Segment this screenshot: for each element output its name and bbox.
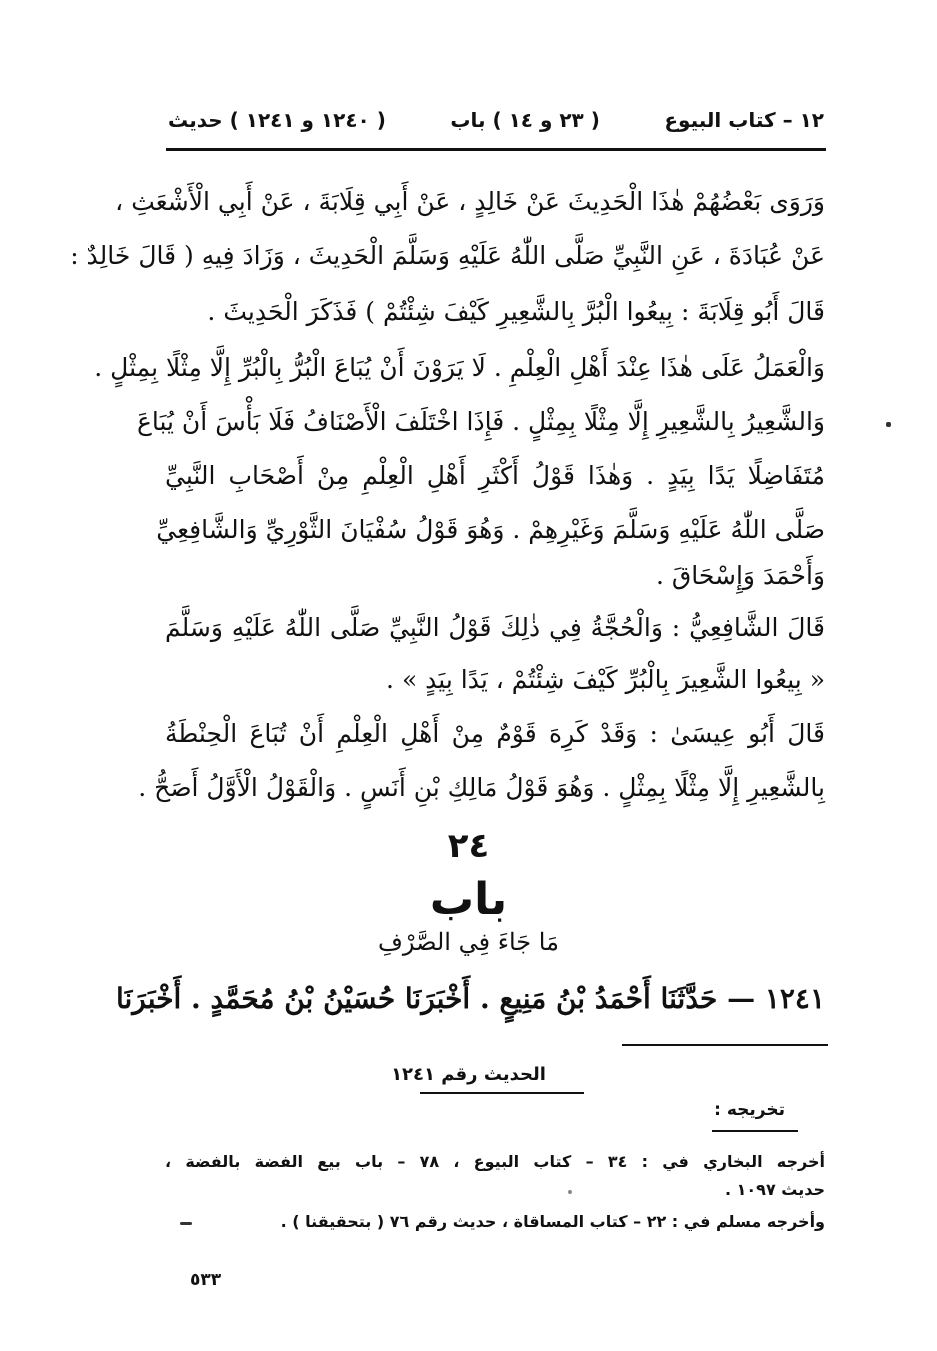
running-head	[168, 100, 824, 140]
chapter-title: مَا جَاءَ فِي الصَّرْفِ	[378, 928, 559, 956]
notes-heading: الحديث رقم ١٢٤١	[391, 1064, 546, 1085]
scan-speck	[886, 422, 891, 427]
body-line-9: قَالَ الشَّافِعِيُّ : وَالْحُجَّةُ فِي ذٰلِكَ قَوْلُ النَّبِيِّ صَلَّى اللّٰهُ عَلَيْهِ وَسَلَّمَ	[165, 613, 825, 642]
header-book-part: ١٢ – كتاب البيوع	[664, 108, 824, 132]
body-line-6: مُتَفَاضِلًا يَدًا بِيَدٍ . وَهٰذَا قَوْلُ أَكْثَرِ أَهْلِ الْعِلْمِ مِنْ أَصْحَابِ النَّبِيِّ	[165, 461, 825, 490]
notes-heading-underline	[420, 1092, 584, 1094]
note-line-2: حديث ١٠٩٧ .	[724, 1180, 825, 1199]
takhrij-label: تخريجه :	[714, 1100, 785, 1120]
scan-speck	[568, 1190, 572, 1194]
body-line-1: وَرَوَى بَعْضُهُمْ هٰذَا الْحَدِيثَ عَنْ خَالِدٍ ، عَنْ أَبِي قِلَابَةَ ، عَنْ أَبِي الْأَشْعَثِ ،	[115, 187, 825, 216]
body-line-10: « بِيعُوا الشَّعِيرَ بِالْبُرِّ كَيْفَ شِئْتُمْ ، يَدًا بِيَدٍ » .	[386, 665, 825, 694]
body-line-4: وَالْعَمَلُ عَلَى هٰذَا عِنْدَ أَهْلِ الْعِلْمِ . لَا يَرَوْنَ أَنْ يُبَاعَ الْبُرُّ بِالْبُرِّ إِلَّا مِثْلًا بِمِثْلٍ .	[94, 353, 825, 382]
body-line-11: قَالَ أَبُو عِيسَىٰ : وَقَدْ كَرِهَ قَوْمٌ مِنْ أَهْلِ الْعِلْمِ أَنْ تُبَاعَ الْحِنْطَةُ	[165, 719, 825, 748]
header-rule	[166, 148, 826, 151]
body-line-5: وَالشَّعِيرُ بِالشَّعِيرِ إِلَّا مِثْلًا بِمِثْلٍ . فَإِذَا اخْتَلَفَ الْأَصْنَافُ فَلَا بَأْسَ أَنْ يُبَاعَ	[136, 407, 825, 436]
page-number: ٥٣٣	[190, 1270, 222, 1290]
scan-speck	[180, 1222, 192, 1225]
header-chapter-ref: ( ٢٣ و ١٤ ) باب	[450, 108, 600, 132]
body-line-7: صَلَّى اللّٰهُ عَلَيْهِ وَسَلَّمَ وَغَيْرِهِمْ . وَهُوَ قَوْلُ سُفْيَانَ الثَّوْرِيِّ وَالشَّافِعِيِّ	[156, 515, 825, 544]
note-line-1: أخرجه البخاري في : ٣٤ – كتاب البيوع ، ٧٨ – باب بيع الفضة بالفضة ،	[165, 1152, 826, 1171]
chapter-bab-heading: باب	[429, 874, 508, 925]
header-hadith-ref: ( ١٢٤٠ و ١٢٤١ ) حديث	[168, 108, 386, 132]
body-line-3: قَالَ أَبُو قِلَابَةَ : بِيعُوا الْبُرَّ بِالشَّعِيرِ كَيْفَ شِئْتُمْ ) فَذَكَرَ الْحَدِيثَ .	[207, 297, 825, 326]
footnote-separator	[622, 1044, 828, 1046]
body-line-2: عَنْ عُبَادَةَ ، عَنِ النَّبِيِّ صَلَّى اللّٰهُ عَلَيْهِ وَسَلَّمَ الْحَدِيثَ ، وَزَادَ فِيهِ ( قَالَ خَالِدٌ :	[70, 241, 825, 270]
hadith-opening-line: ١٢٤١ — حَدَّثَنَا أَحْمَدُ بْنُ مَنِيعٍ . أَخْبَرَنَا حُسَيْنُ بْنُ مُحَمَّدٍ . أَخْبَرَنَا	[115, 982, 825, 1015]
takhrij-underline	[712, 1130, 798, 1132]
chapter-number: ٢٤	[447, 826, 490, 866]
body-line-12: بِالشَّعِيرِ إِلَّا مِثْلًا بِمِثْلٍ . وَهُوَ قَوْلُ مَالِكِ بْنِ أَنَسٍ . وَالْقَوْلُ الْأَوَّلُ أَصَحُّ .	[138, 773, 825, 802]
body-line-8: وَأَحْمَدَ وَإِسْحَاقَ .	[655, 561, 825, 590]
note-line-3: وأخرجه مسلم في : ٢٢ – كتاب المساقاة ، حديث رقم ٧٦ ( بتحقيقنا ) .	[280, 1212, 825, 1231]
